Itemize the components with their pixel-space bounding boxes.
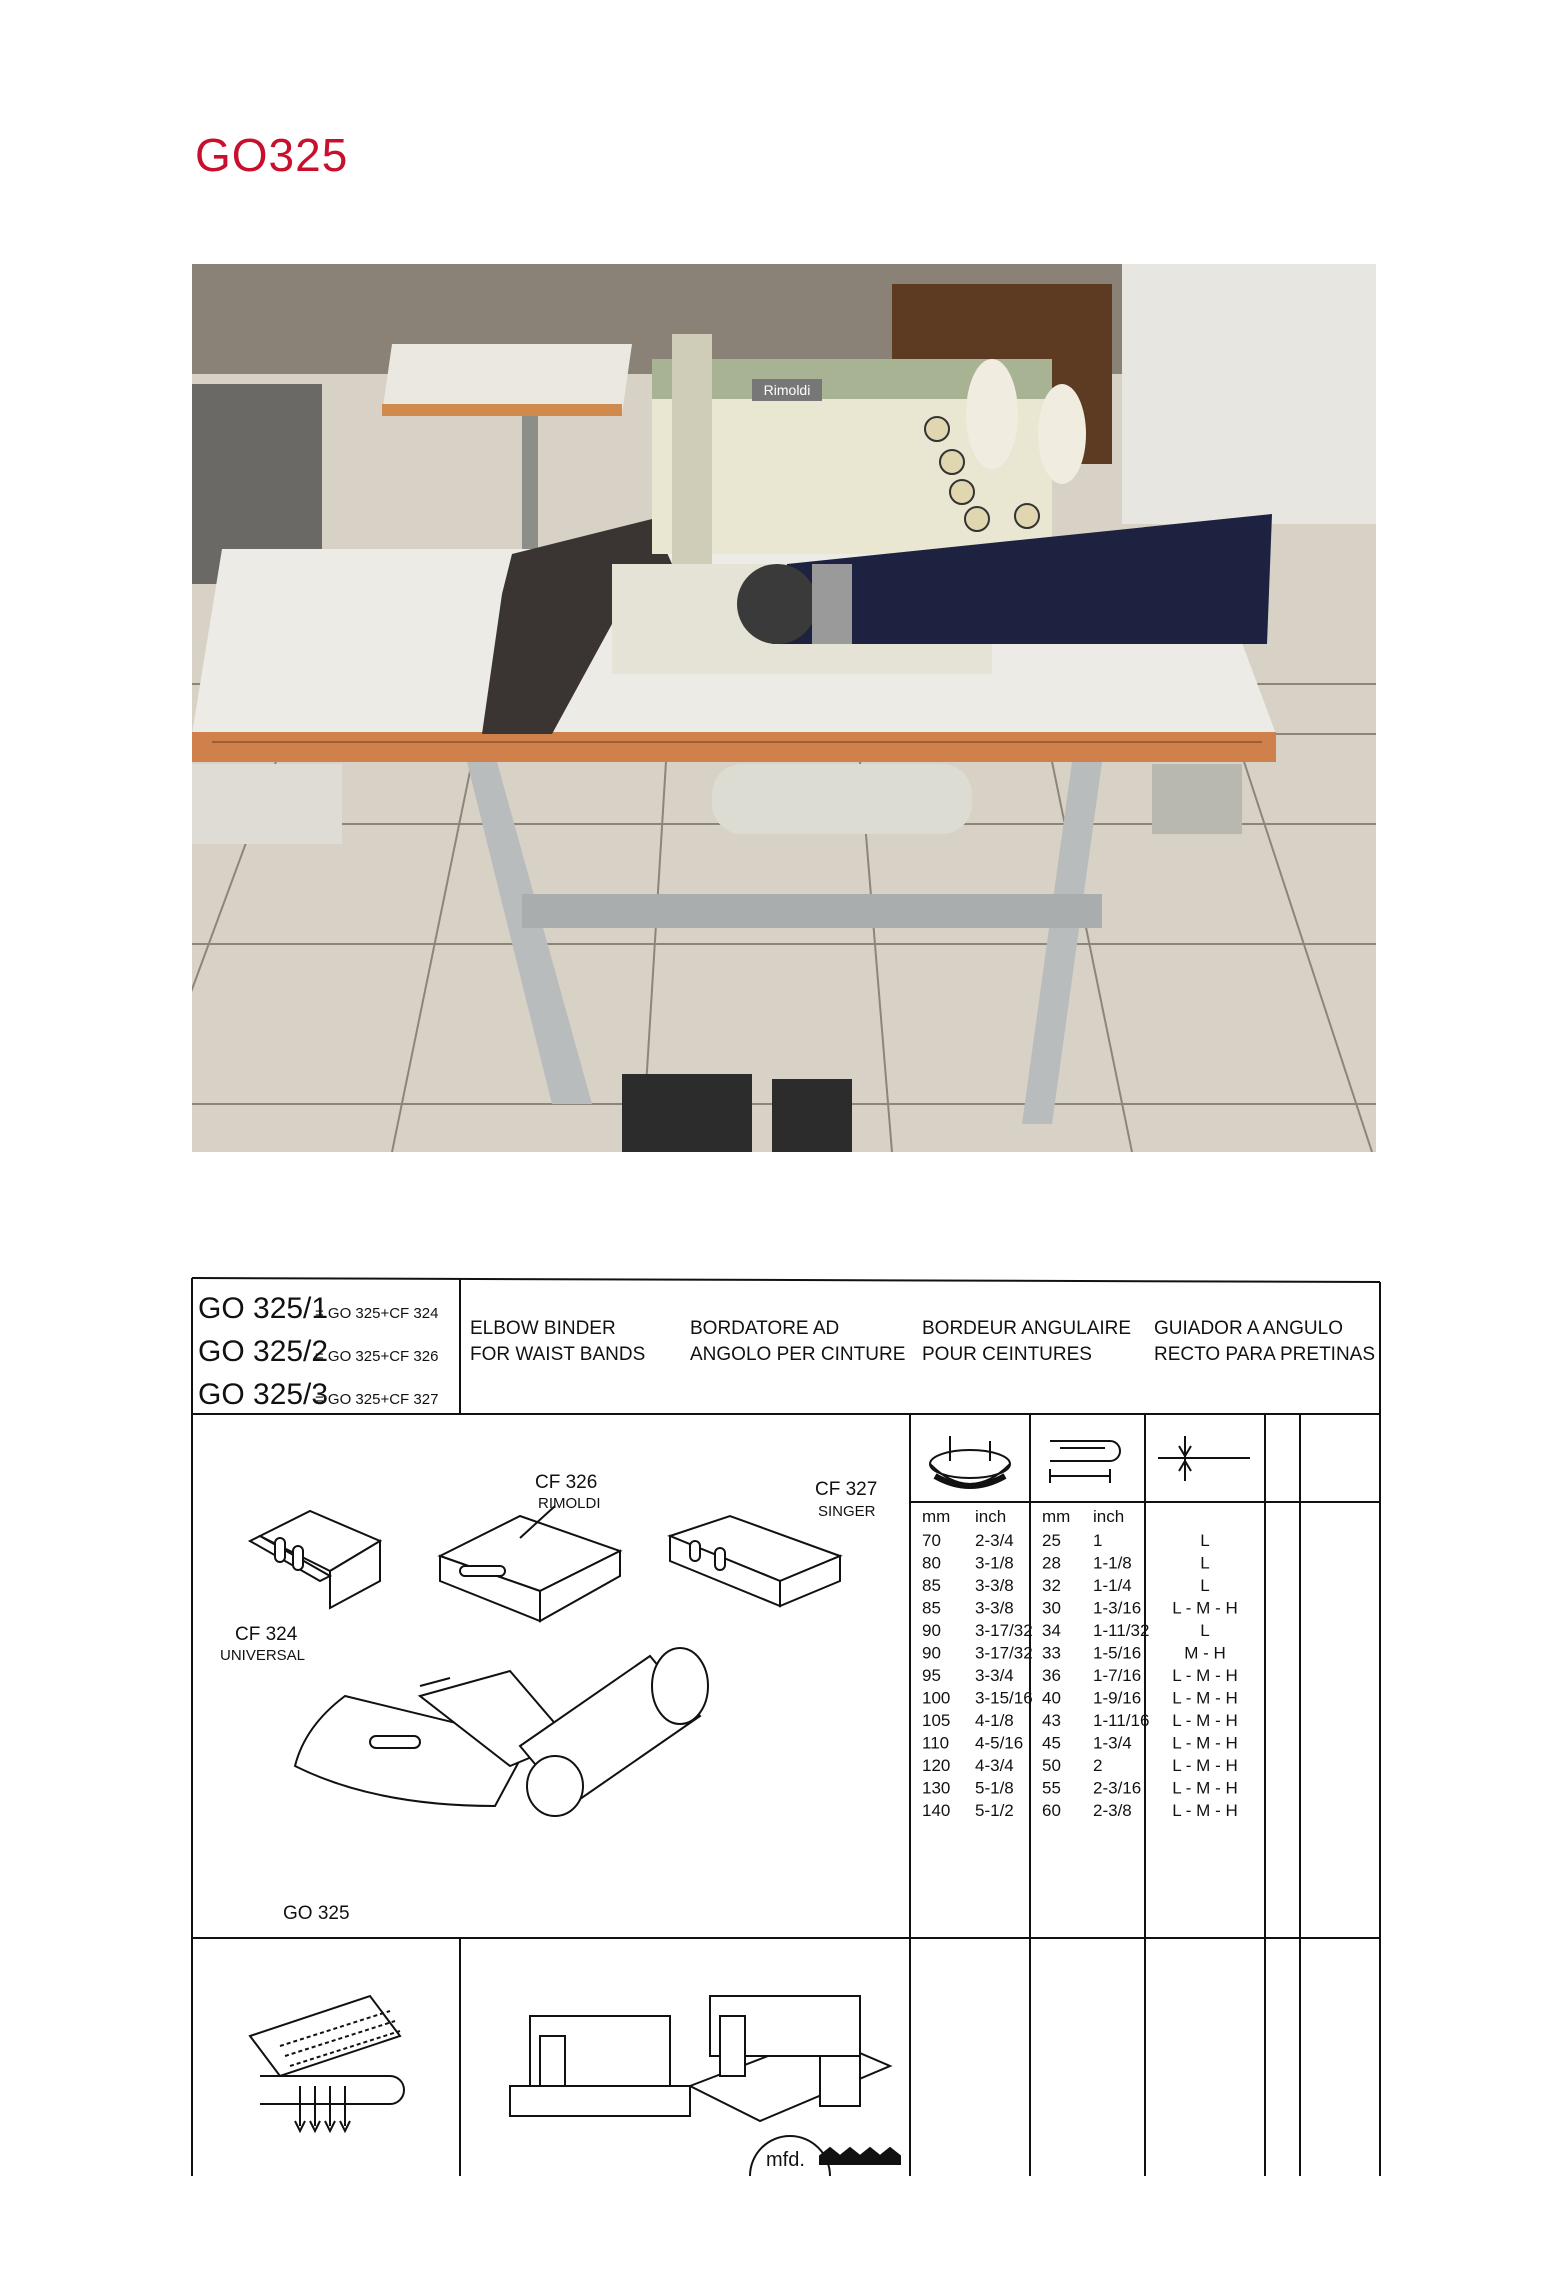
cell-inch: 2-3/4 <box>975 1531 1014 1550</box>
cell-mm-2: 36 <box>1042 1666 1061 1685</box>
cf327-label: CF 327 <box>815 1479 878 1500</box>
cf327-part-drawing <box>670 1516 840 1606</box>
cell-inch-2: 1-7/16 <box>1093 1666 1142 1685</box>
cell-inch-2: 1 <box>1093 1531 1103 1550</box>
cell-inch: 4-5/16 <box>975 1733 1024 1753</box>
go325-part-drawing <box>295 1648 708 1816</box>
desc-es-1: GUIADOR A ANGULO <box>1154 1318 1343 1339</box>
roll-width-icon <box>930 1436 1010 1486</box>
desc-es-2: RECTO PARA PRETINAS <box>1154 1344 1376 1365</box>
cell-mm: 110 <box>922 1733 950 1753</box>
cell-inch-2: 1-9/16 <box>1093 1688 1142 1708</box>
cell-inch-2: 1-1/4 <box>1093 1576 1132 1595</box>
cell-inch: 3-3/8 <box>975 1598 1014 1618</box>
brand-plate: Rimoldi <box>763 382 811 398</box>
cell-weight: L - M - H <box>1172 1598 1238 1618</box>
desc-fr-1: BORDEUR ANGULAIRE <box>922 1318 1132 1339</box>
cell-weight: L <box>1200 1621 1210 1640</box>
cf324-sub: UNIVERSAL <box>220 1647 306 1664</box>
model-codes <box>198 1292 438 1411</box>
cell-mm-2: 28 <box>1042 1553 1061 1573</box>
model-code: GO 325/3 <box>198 1378 329 1411</box>
cell-inch: 5-1/2 <box>975 1801 1014 1820</box>
cf326-sub: RIMOLDI <box>538 1495 601 1512</box>
cell-weight: L - M - H <box>1172 1688 1238 1708</box>
cell-weight: L - M - H <box>1172 1801 1238 1820</box>
cell-mm: 120 <box>922 1756 951 1775</box>
cell-mm-2: 60 <box>1042 1801 1061 1820</box>
model-formula: = GO 325+CF 326 <box>315 1348 439 1365</box>
cell-inch-2: 1-3/4 <box>1093 1733 1132 1753</box>
sewing-machine-photo <box>192 264 1376 1152</box>
cell-inch-2: 1-11/32 <box>1093 1621 1150 1640</box>
cf324-part-drawing <box>250 1511 380 1608</box>
cell-weight: L - M - H <box>1172 1778 1238 1798</box>
cell-inch-2: 2 <box>1093 1756 1103 1775</box>
cell-weight: L <box>1200 1531 1210 1550</box>
flatbed-machine-drawing <box>510 2016 690 2116</box>
cell-mm: 70 <box>922 1531 941 1550</box>
model-formula: = GO 325+CF 324 <box>315 1305 439 1322</box>
cell-inch: 3-15/16 <box>975 1688 1033 1708</box>
photo-illustration <box>192 264 1376 1152</box>
model-formula: = GO 325+CF 327 <box>315 1391 439 1408</box>
cf326-label: CF 326 <box>535 1472 598 1493</box>
cell-inch: 3-3/4 <box>975 1666 1014 1685</box>
th-mm-2: mm <box>1042 1507 1071 1526</box>
cell-mm-2: 25 <box>1042 1531 1061 1550</box>
cell-mm-2: 45 <box>1042 1733 1061 1753</box>
cell-weight: M - H <box>1184 1643 1226 1663</box>
cell-mm: 105 <box>922 1711 951 1730</box>
desc-fr-2: POUR CEINTURES <box>922 1344 1092 1365</box>
cell-inch: 5-1/8 <box>975 1778 1014 1798</box>
cell-mm: 100 <box>922 1688 951 1708</box>
th-mm: mm <box>922 1507 951 1526</box>
cell-mm: 85 <box>922 1576 941 1595</box>
cell-mm-2: 32 <box>1042 1576 1061 1595</box>
page-title: GO325 <box>195 129 349 181</box>
binding-diagram <box>250 1996 404 2131</box>
model-code: GO 325/1 <box>198 1292 329 1325</box>
cell-inch-2: 1-5/16 <box>1093 1643 1142 1663</box>
desc-en-2: FOR WAIST BANDS <box>470 1344 646 1365</box>
cell-mm: 80 <box>922 1553 941 1573</box>
cell-mm-2: 33 <box>1042 1643 1061 1663</box>
cell-mm-2: 43 <box>1042 1711 1061 1730</box>
cell-weight: L <box>1200 1576 1210 1595</box>
go325-label: GO 325 <box>283 1903 350 1924</box>
cell-mm-2: 34 <box>1042 1621 1061 1640</box>
desc-it-2: ANGOLO PER CINTURE <box>690 1344 906 1365</box>
cell-inch-2: 1-3/16 <box>1093 1598 1142 1618</box>
th-inch: inch <box>975 1507 1007 1526</box>
cell-inch: 4-3/4 <box>975 1756 1014 1775</box>
cell-mm: 90 <box>922 1621 941 1640</box>
cell-weight: L - M - H <box>1172 1756 1238 1775</box>
mfd-label: mfd. <box>766 2149 805 2171</box>
size-table <box>922 1531 1238 1820</box>
cell-inch: 3-3/8 <box>975 1576 1014 1595</box>
cell-weight: L - M - H <box>1172 1711 1238 1730</box>
cf324-label: CF 324 <box>235 1624 298 1645</box>
th-inch-2: inch <box>1093 1507 1125 1526</box>
cell-weight: L - M - H <box>1172 1666 1238 1685</box>
cell-inch-2: 1-1/8 <box>1093 1553 1132 1573</box>
overlock-machine-drawing <box>690 1996 890 2121</box>
cell-mm-2: 40 <box>1042 1688 1061 1708</box>
thickness-icon <box>1158 1436 1250 1481</box>
cell-mm-2: 30 <box>1042 1598 1061 1618</box>
cf327-sub: SINGER <box>818 1503 876 1520</box>
spec-sheet <box>190 1276 1382 2176</box>
cf326-part-drawing <box>440 1506 620 1621</box>
cell-inch-2: 2-3/8 <box>1093 1801 1132 1820</box>
cell-inch: 3-17/32 <box>975 1643 1033 1663</box>
cell-mm-2: 55 <box>1042 1778 1061 1798</box>
cell-inch-2: 1-11/16 <box>1093 1711 1150 1730</box>
cell-mm: 90 <box>922 1643 941 1663</box>
desc-it-1: BORDATORE AD <box>690 1318 840 1339</box>
fold-width-icon <box>1050 1441 1120 1483</box>
desc-en-1: ELBOW BINDER <box>470 1318 616 1339</box>
spec-sheet-drawing <box>190 1276 1382 2176</box>
cell-inch: 3-17/32 <box>975 1621 1033 1640</box>
cell-mm: 130 <box>922 1778 951 1798</box>
cell-inch: 3-1/8 <box>975 1553 1014 1573</box>
cell-mm-2: 50 <box>1042 1756 1061 1775</box>
cell-mm: 85 <box>922 1598 941 1618</box>
cell-mm: 140 <box>922 1801 951 1820</box>
cell-inch: 4-1/8 <box>975 1711 1014 1730</box>
cell-weight: L <box>1200 1553 1210 1573</box>
cell-mm: 95 <box>922 1666 941 1685</box>
feed-dog-drawing <box>820 2148 900 2164</box>
cell-weight: L - M - H <box>1172 1733 1238 1753</box>
model-code: GO 325/2 <box>198 1335 329 1368</box>
cell-inch-2: 2-3/16 <box>1093 1778 1142 1798</box>
